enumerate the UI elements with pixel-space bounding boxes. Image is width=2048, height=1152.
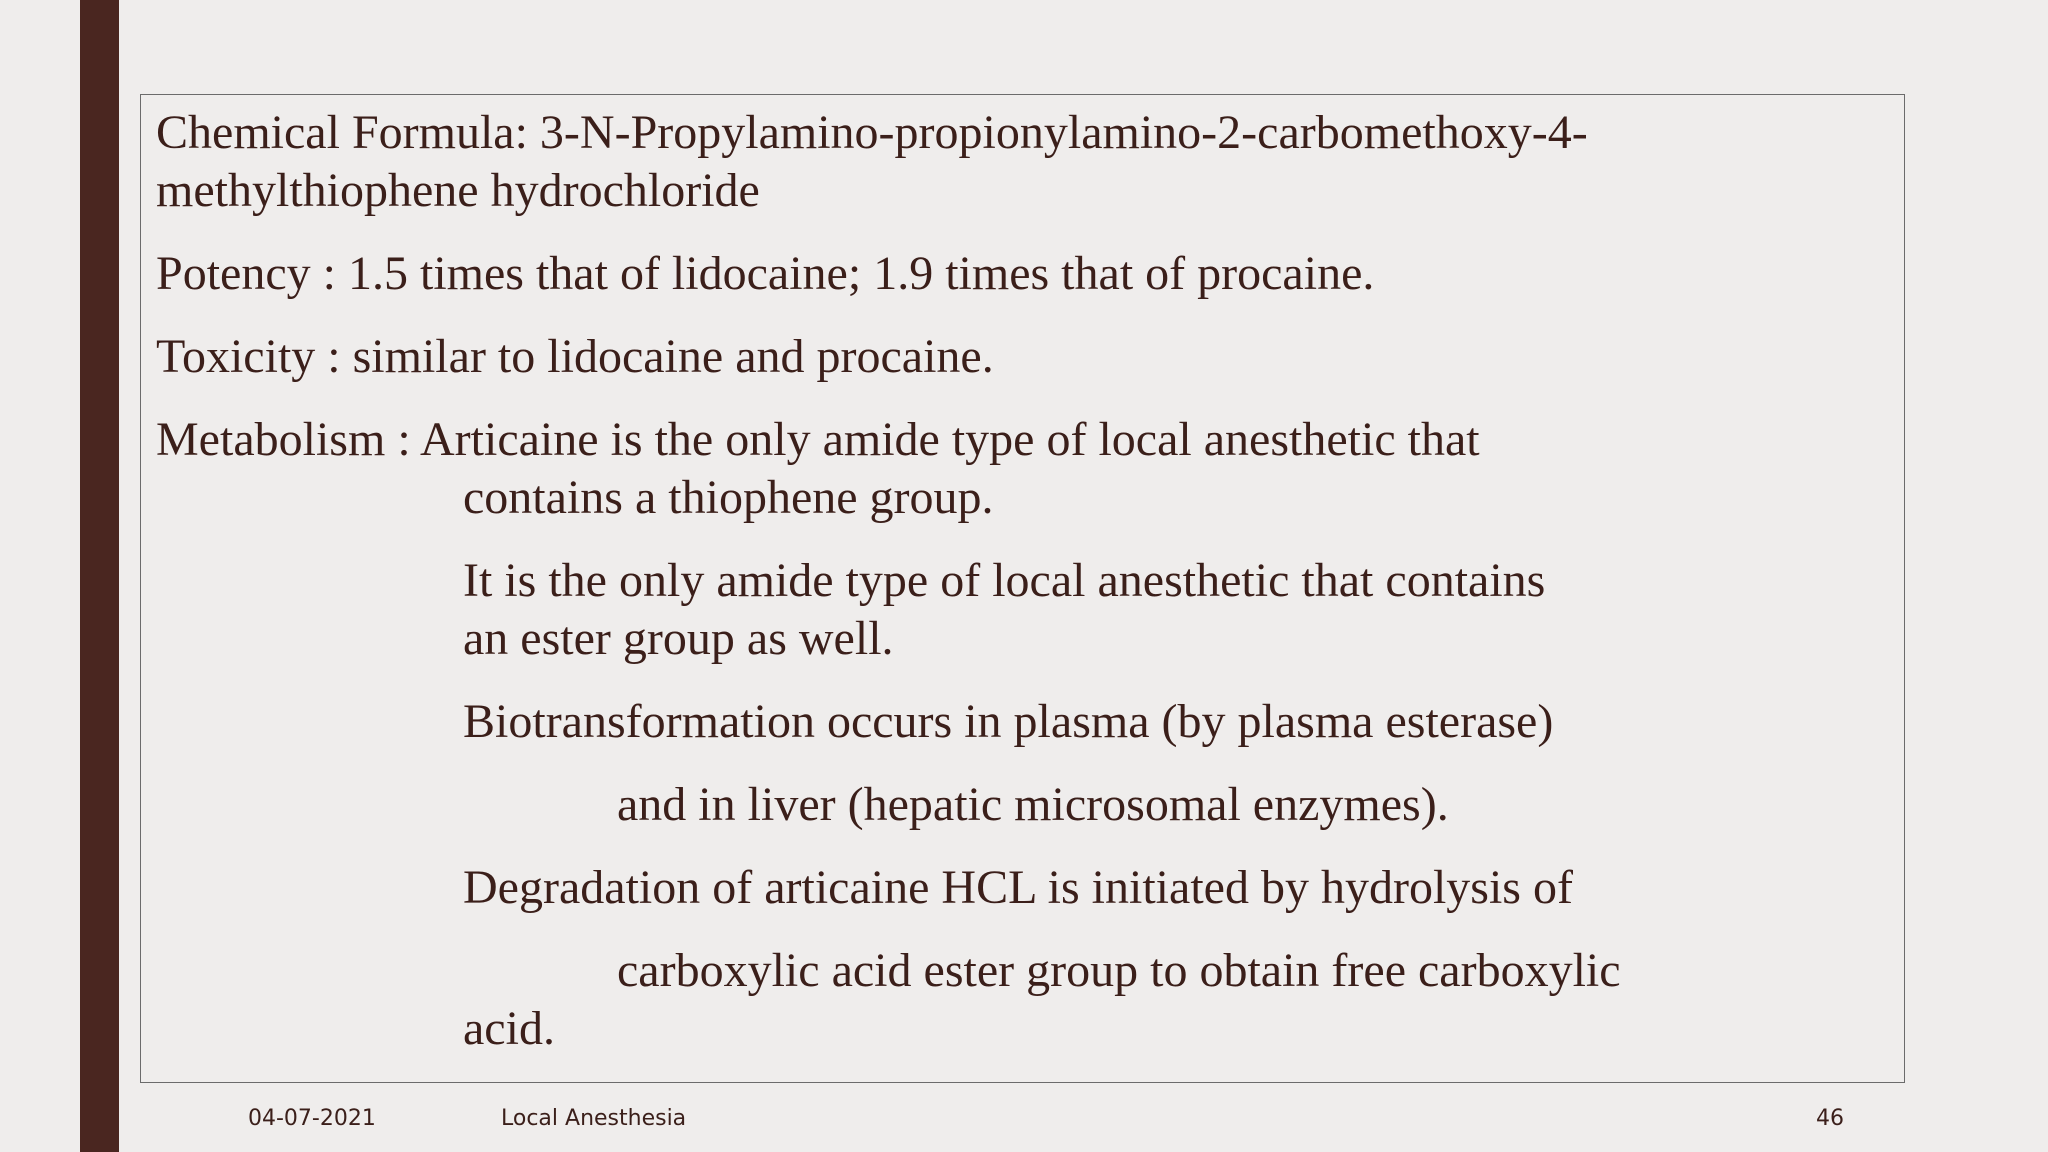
degradation-line-3: acid.: [463, 1002, 555, 1055]
metabolism-line-2: contains a thiophene group.: [463, 471, 994, 524]
amide-line-1: It is the only amide type of local anesthetic that contains: [463, 554, 1546, 607]
degradation-line-1: Degradation of articaine HCL is initiated by hydrolysis of: [463, 861, 1573, 914]
degradation-line-2: carboxylic acid ester group to obtain free carboxylic: [617, 944, 1621, 997]
toxicity-text: Toxicity : similar to lidocaine and procaine.: [156, 330, 994, 383]
footer-title: Local Anesthesia: [501, 1106, 687, 1131]
page-number: 46: [1816, 1106, 1844, 1131]
potency-text: Potency : 1.5 times that of lidocaine; 1.9 times that of procaine.: [156, 247, 1375, 300]
biotransformation-line-1: Biotransformation occurs in plasma (by plasma esterase): [463, 695, 1554, 748]
formula-line-2: methylthiophene hydrochloride: [156, 164, 760, 217]
amide-line-2: an ester group as well.: [463, 612, 894, 665]
formula-line-1: Chemical Formula: 3-N-Propylamino-propionylamino-2-carbomethoxy-4-: [156, 106, 1588, 159]
metabolism-line-1: Metabolism : Articaine is the only amide type of local anesthetic that: [156, 413, 1480, 466]
accent-bar: [80, 0, 119, 1152]
biotransformation-line-2: and in liver (hepatic microsomal enzymes).: [617, 778, 1449, 831]
footer-date: 04-07-2021: [248, 1106, 376, 1131]
